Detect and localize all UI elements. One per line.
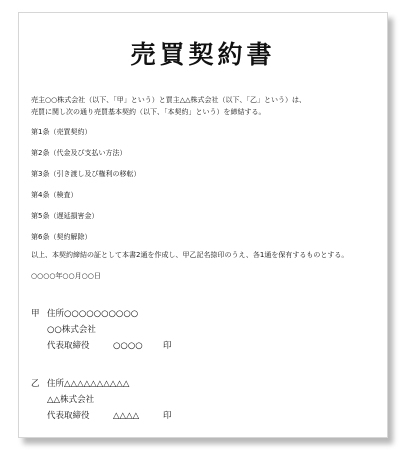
article-number: 第3条 [31,170,50,178]
article-item [31,126,140,147]
party-a-mark: 甲 [31,309,40,319]
article-item [31,231,140,252]
article-heading: （契約解除） [49,233,92,241]
article-number: 第1条 [31,128,50,136]
party-a-seal: 印 [163,341,172,351]
party-b-role: 代表取締役 [47,411,90,421]
party-a-address: 住所○○○○○○○○○○ [47,309,139,319]
party-a-company: ○○株式会社 [47,325,96,335]
party-a-signatory-row [31,338,172,354]
contract-date: ○○○○年○○月○○日 [31,272,101,280]
intro-line: 売主○○株式会社（以下、「甲」という）と買主△△株式会社（以下、「乙」という）は、 [31,96,306,104]
party-b-mark: 乙 [31,379,40,389]
article-item [31,210,140,231]
party-b-seal: 印 [163,411,172,421]
article-number: 第6条 [31,233,50,241]
article-number: 第2条 [31,149,50,157]
party-b-address: 住所△△△△△△△△△△ [47,379,130,389]
party-b-company: △△株式会社 [47,395,95,405]
article-heading: （売買契約） [49,128,92,136]
article-list [31,126,140,252]
party-a-block [31,306,172,354]
article-heading: （検査） [49,191,78,199]
party-a-role: 代表取締役 [47,341,90,351]
intro-paragraph [31,94,379,118]
party-a-address-row [31,306,172,322]
party-b-block [31,376,172,424]
party-b-address-row [31,376,172,392]
article-item [31,147,140,168]
article-item [31,189,140,210]
article-heading: （引き渡し及び権利の移転） [49,170,141,178]
article-heading: （遅延損害金） [49,212,99,220]
article-number: 第4条 [31,191,50,199]
closing-statement: 以上、本契約締結の証として本書2通を作成し、甲乙記名捺印のうえ、各1通を保有するものとする。 [31,251,349,259]
party-b-signatory-row [31,408,172,424]
party-b-name: △△△△ [113,411,140,421]
article-number: 第5条 [31,212,50,220]
document-title: 売買契約書 [130,40,276,69]
article-item [31,168,140,189]
document-sheet [18,12,388,438]
party-b-company-row [31,392,172,408]
party-a-company-row [31,322,172,338]
article-heading: （代金及び支払い方法） [49,149,127,157]
intro-line: 売買に関し次の通り売買基本契約（以下、「本契約」という）を締結する。 [31,108,266,116]
party-a-name: ○○○○ [113,341,143,351]
